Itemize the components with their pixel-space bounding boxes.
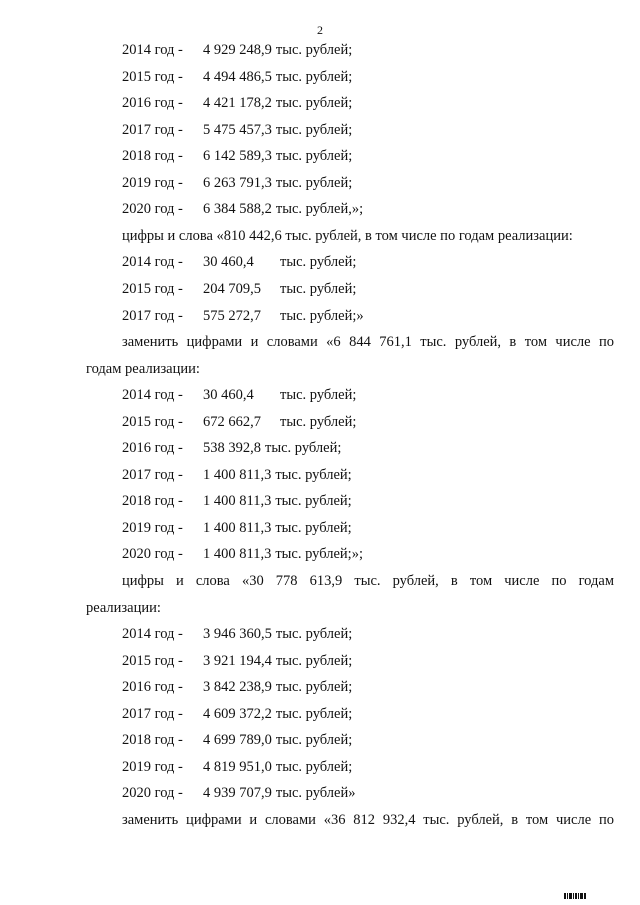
budget-row [122, 758, 352, 776]
row-amount: 1 400 811,3 [203, 546, 272, 563]
row-amount: 4 819 951,0 [203, 758, 272, 775]
budget-row [122, 705, 352, 723]
row-amount: 575 272,7 [203, 307, 261, 324]
budget-row [122, 253, 356, 271]
budget-row [122, 784, 355, 802]
row-amount: 204 709,5 [203, 280, 261, 297]
row-amount: 1 400 811,3 [203, 519, 272, 536]
row-unit: тыс. рублей; [275, 42, 353, 58]
row-year: 2018 год - [122, 732, 183, 749]
budget-row [122, 68, 352, 86]
budget-row [122, 121, 352, 139]
budget-row [122, 200, 363, 218]
budget-row [122, 678, 352, 696]
paragraph-continuation: годам реализации: [86, 360, 200, 377]
row-unit: тыс. рублей; [275, 466, 352, 483]
row-unit: тыс. рублей; [275, 652, 353, 669]
row-year: 2014 год - [122, 42, 183, 58]
row-unit: тыс. рублей; [275, 626, 353, 643]
row-amount: 6 142 589,3 [203, 148, 272, 165]
row-amount: 1 400 811,3 [203, 466, 272, 483]
row-unit: тыс. рублей; [275, 679, 353, 696]
row-amount: 3 921 194,4 [203, 652, 272, 669]
row-year: 2020 год - [122, 201, 183, 218]
paragraph-line: цифры и слова «30 778 613,9 тыс. рублей, в том числе по годам [122, 573, 614, 589]
budget-row [122, 519, 352, 537]
row-unit: тыс. рублей,»; [275, 201, 364, 218]
row-unit: тыс. рублей; [275, 493, 352, 510]
paragraph-line: заменить цифрами и словами «36 812 932,4 тыс. рублей, в том числе по [122, 811, 614, 828]
row-unit: тыс. рублей; [275, 95, 353, 112]
row-year: 2019 год - [122, 174, 183, 191]
row-unit: тыс. рублей;»; [275, 546, 363, 563]
row-unit: тыс. рублей; [265, 440, 342, 457]
row-year: 2015 год - [122, 68, 183, 85]
row-amount: 3 946 360,5 [203, 626, 272, 643]
row-year: 2020 год - [122, 546, 183, 563]
paragraph-line: цифры и слова «810 442,6 тыс. рублей, в том числе по годам реализации: [122, 227, 573, 244]
row-unit: тыс. рублей» [275, 785, 356, 802]
row-unit: тыс. рублей; [275, 758, 353, 775]
row-year: 2016 год - [122, 679, 183, 696]
row-unit: тыс. рублей; [275, 519, 352, 536]
budget-row [122, 731, 352, 749]
row-unit: тыс. рублей; [280, 280, 357, 297]
row-amount: 1 400 811,3 [203, 493, 272, 510]
row-year: 2019 год - [122, 519, 183, 536]
budget-row [122, 625, 352, 643]
row-unit: тыс. рублей; [275, 148, 353, 165]
row-amount: 30 460,4 [203, 387, 254, 404]
row-unit: тыс. рублей; [280, 254, 357, 271]
row-year: 2014 год - [122, 254, 183, 271]
row-year: 2014 год - [122, 387, 183, 404]
row-amount: 538 392,8 [203, 440, 261, 457]
row-unit: тыс. рублей; [275, 732, 353, 749]
row-year: 2017 год - [122, 121, 183, 138]
row-amount: 6 384 588,2 [203, 201, 272, 218]
paragraph-line: заменить цифрами и словами «6 844 761,1 тыс. рублей, в том числе по [122, 334, 614, 351]
row-amount: 5 475 457,3 [203, 121, 272, 138]
budget-row [122, 439, 341, 457]
row-year: 2018 год - [122, 148, 183, 165]
row-unit: тыс. рублей; [275, 68, 353, 85]
budget-row [122, 147, 352, 165]
row-amount: 4 421 178,2 [203, 95, 272, 112]
row-year: 2016 год - [122, 440, 183, 457]
row-amount: 4 609 372,2 [203, 705, 272, 722]
row-year: 2019 год - [122, 758, 183, 775]
budget-row [122, 280, 356, 298]
barcode-mark [564, 893, 586, 899]
budget-row [122, 41, 352, 59]
budget-row [122, 652, 352, 670]
row-year: 2016 год - [122, 95, 183, 112]
row-unit: тыс. рублей; [275, 705, 353, 722]
budget-row [122, 174, 352, 192]
row-unit: тыс. рублей; [280, 413, 357, 430]
row-unit: тыс. рублей; [275, 174, 353, 191]
row-amount: 4 699 789,0 [203, 732, 272, 749]
row-unit: тыс. рублей; [280, 387, 357, 404]
budget-row [122, 307, 364, 325]
budget-row [122, 545, 363, 563]
paragraph-continuation: реализации: [86, 599, 161, 616]
row-amount: 30 460,4 [203, 254, 254, 271]
row-year: 2015 год - [122, 413, 183, 430]
row-year: 2017 год - [122, 307, 183, 324]
row-year: 2015 год - [122, 652, 183, 669]
row-unit: тыс. рублей;» [280, 307, 364, 324]
row-year: 2017 год - [122, 705, 183, 722]
row-year: 2017 год - [122, 466, 183, 483]
budget-row [122, 94, 352, 112]
row-amount: 4 939 707,9 [203, 785, 272, 802]
row-amount: 672 662,7 [203, 413, 261, 430]
row-year: 2015 год - [122, 280, 183, 297]
row-year: 2020 год - [122, 785, 183, 802]
row-year: 2018 год - [122, 493, 183, 510]
budget-row [122, 466, 352, 484]
row-year: 2014 год - [122, 626, 183, 643]
row-amount: 6 263 791,3 [203, 174, 272, 191]
row-amount: 4 494 486,5 [203, 68, 272, 85]
budget-row [122, 492, 352, 510]
budget-row [122, 413, 356, 431]
page-number: 2 [317, 23, 323, 37]
row-unit: тыс. рублей; [275, 121, 353, 138]
row-amount: 3 842 238,9 [203, 679, 272, 696]
budget-row [122, 386, 356, 404]
row-amount: 4 929 248,9 [203, 42, 272, 58]
